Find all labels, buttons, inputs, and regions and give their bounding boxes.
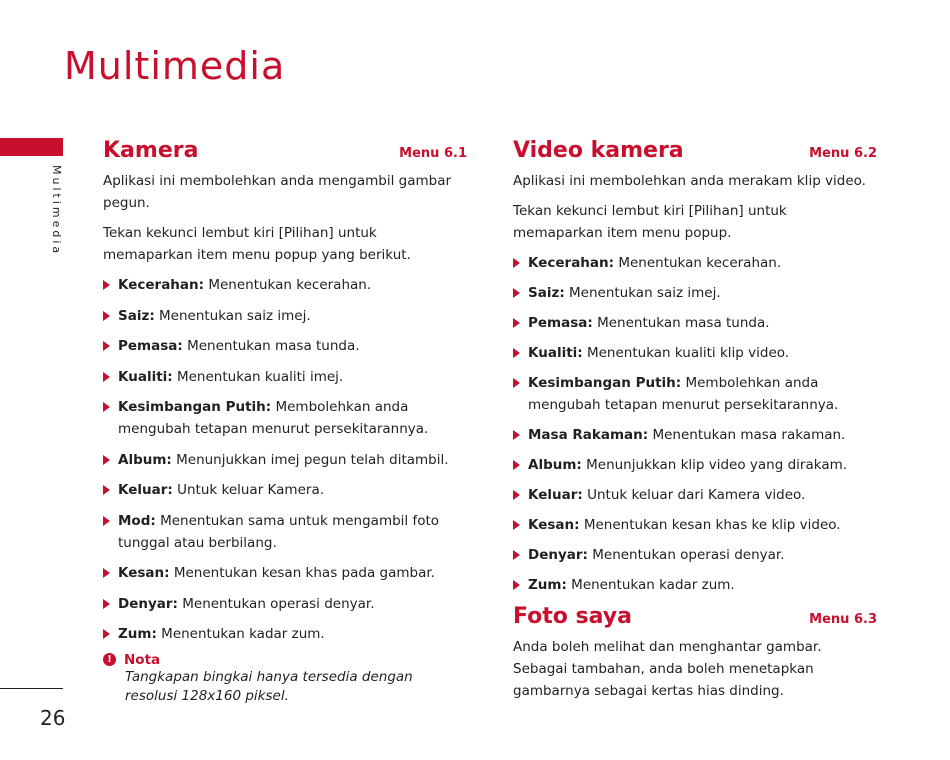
video-title: Video kamera <box>513 138 684 163</box>
item-term: Mod: <box>118 512 156 529</box>
bullet-arrow-icon <box>103 402 110 412</box>
item-term: Album: <box>118 451 172 468</box>
bullet-arrow-icon <box>513 288 520 298</box>
item-description: Menentukan masa rakaman. <box>648 427 846 443</box>
item-description: Menentukan operasi denyar. <box>587 547 785 563</box>
list-item <box>103 396 467 440</box>
foto-paragraph: Anda boleh melihat dan menghantar gambar. Sebagai tambahan, anda boleh menetapkan gambarnya sebagai kertas hias dinding. <box>513 639 822 699</box>
item-description: Menentukan sama untuk mengambil foto tunggal atau berbilang. <box>118 512 440 551</box>
list-item <box>103 510 467 554</box>
side-tab-marker <box>0 138 63 156</box>
item-description: Menentukan kadar zum. <box>566 577 735 593</box>
item-description: Membolehkan anda mengubah tetapan menurut persekitarannya. <box>528 375 839 413</box>
bullet-arrow-icon <box>103 568 110 578</box>
list-item <box>513 424 877 446</box>
bullet-arrow-icon <box>513 550 520 560</box>
bullet-arrow-icon <box>513 520 520 530</box>
bullet-arrow-icon <box>513 580 520 590</box>
bullet-arrow-icon <box>513 318 520 328</box>
foto-menu-number: Menu 6.3 <box>809 612 877 627</box>
bullet-arrow-icon <box>513 258 520 268</box>
bullet-arrow-icon <box>103 341 110 351</box>
list-item <box>103 593 467 615</box>
list-item <box>513 282 877 304</box>
item-term: Kecerahan: <box>118 277 205 293</box>
list-item <box>513 544 877 566</box>
item-description: Menentukan kadar zum. <box>156 626 325 642</box>
list-item <box>103 366 467 388</box>
list-item <box>103 623 467 645</box>
item-description: Untuk keluar Kamera. <box>172 482 325 498</box>
item-description: Menentukan kecerahan. <box>204 277 372 293</box>
item-term: Kualiti: <box>528 345 583 361</box>
video-section <box>513 138 877 710</box>
page-title: Multimedia <box>64 44 286 88</box>
list-item <box>103 479 467 501</box>
list-item <box>103 449 467 471</box>
item-description: Menentukan operasi denyar. <box>177 595 375 612</box>
item-term: Kesimbangan Putih: <box>118 399 272 415</box>
video-header <box>513 138 877 163</box>
item-term: Kesan: <box>528 517 580 533</box>
item-term: Denyar: <box>118 595 178 612</box>
bullet-arrow-icon <box>513 490 520 500</box>
item-term: Saiz: <box>118 307 155 324</box>
bullet-arrow-icon <box>103 516 110 526</box>
item-term: Masa Rakaman: <box>528 427 649 443</box>
bullet-arrow-icon <box>103 599 110 609</box>
bullet-arrow-icon <box>513 378 520 388</box>
item-description: Menentukan kesan khas ke klip video. <box>579 517 841 533</box>
item-term: Album: <box>528 457 582 473</box>
item-term: Zum: <box>118 626 157 642</box>
foto-title: Foto saya <box>513 604 632 629</box>
list-item <box>513 252 877 274</box>
kamera-paragraph: Aplikasi ini membolehkan anda mengambil gambar pegun. <box>103 173 452 211</box>
list-item <box>103 562 467 584</box>
kamera-menu-number: Menu 6.1 <box>399 146 467 161</box>
item-term: Keluar: <box>118 482 173 498</box>
item-term: Zum: <box>528 577 567 593</box>
list-item <box>513 454 877 476</box>
item-description: Menentukan masa tunda. <box>182 338 360 354</box>
item-description: Menunjukkan imej pegun telah ditambil. <box>171 451 449 468</box>
side-section-label: Multimedia <box>50 165 63 257</box>
note-header <box>103 652 467 668</box>
foto-header <box>513 604 877 629</box>
footer-divider <box>0 688 63 689</box>
bullet-arrow-icon <box>103 280 110 290</box>
list-item <box>513 312 877 334</box>
kamera-option-list <box>103 274 467 645</box>
bullet-arrow-icon <box>513 430 520 440</box>
item-description: Menunjukkan klip video yang dirakam. <box>581 457 848 473</box>
page-number: 26 <box>40 706 66 730</box>
bullet-arrow-icon <box>513 348 520 358</box>
kamera-header <box>103 138 467 163</box>
list-item <box>513 342 877 364</box>
item-term: Pemasa: <box>528 315 593 331</box>
list-item <box>513 574 877 596</box>
item-term: Kualiti: <box>118 368 173 385</box>
list-item <box>103 274 467 296</box>
list-item <box>513 372 877 416</box>
item-term: Saiz: <box>528 285 565 301</box>
list-item <box>513 484 877 506</box>
note-text: Tangkapan bingkai hanya tersedia dengan resolusi 128x160 piksel. <box>125 668 413 704</box>
note-label: Nota <box>124 651 161 668</box>
item-term: Kecerahan: <box>528 255 615 271</box>
video-menu-number: Menu 6.2 <box>809 146 877 161</box>
item-term: Keluar: <box>528 487 583 503</box>
item-term: Kesan: <box>118 565 170 581</box>
item-description: Menentukan masa tunda. <box>592 315 770 331</box>
item-term: Pemasa: <box>118 338 183 354</box>
kamera-title: Kamera <box>103 138 199 163</box>
video-option-list <box>513 252 877 596</box>
list-item <box>103 335 467 357</box>
item-description: Menentukan kualiti imej. <box>172 368 344 385</box>
video-paragraph: Aplikasi ini membolehkan anda merakam klip video. <box>513 173 866 189</box>
bullet-arrow-icon <box>513 460 520 470</box>
item-description: Menentukan kesan khas pada gambar. <box>169 565 435 581</box>
item-description: Menentukan saiz imej. <box>154 307 311 324</box>
kamera-paragraph: Tekan kekunci lembut kiri [Pilihan] untuk memaparkan item menu popup yang berikut. <box>103 225 411 263</box>
item-term: Kesimbangan Putih: <box>528 375 682 391</box>
video-paragraph: Tekan kekunci lembut kiri [Pilihan] untuk memaparkan item menu popup. <box>513 203 787 241</box>
list-item <box>513 514 877 536</box>
bullet-arrow-icon <box>103 629 110 639</box>
item-description: Untuk keluar dari Kamera video. <box>582 487 806 503</box>
list-item <box>103 305 467 327</box>
bullet-arrow-icon <box>103 485 110 495</box>
bullet-arrow-icon <box>103 455 110 465</box>
item-term: Denyar: <box>528 547 588 563</box>
item-description: Menentukan kualiti klip video. <box>582 345 790 361</box>
foto-section <box>513 604 877 702</box>
bullet-arrow-icon <box>103 311 110 321</box>
bullet-arrow-icon <box>103 372 110 382</box>
item-description: Membolehkan anda mengubah tetapan menurut persekitarannya. <box>118 399 429 437</box>
kamera-section <box>103 138 467 706</box>
exclamation-icon: ! <box>103 653 116 666</box>
item-description: Menentukan kecerahan. <box>614 255 782 271</box>
item-description: Menentukan saiz imej. <box>564 285 721 301</box>
